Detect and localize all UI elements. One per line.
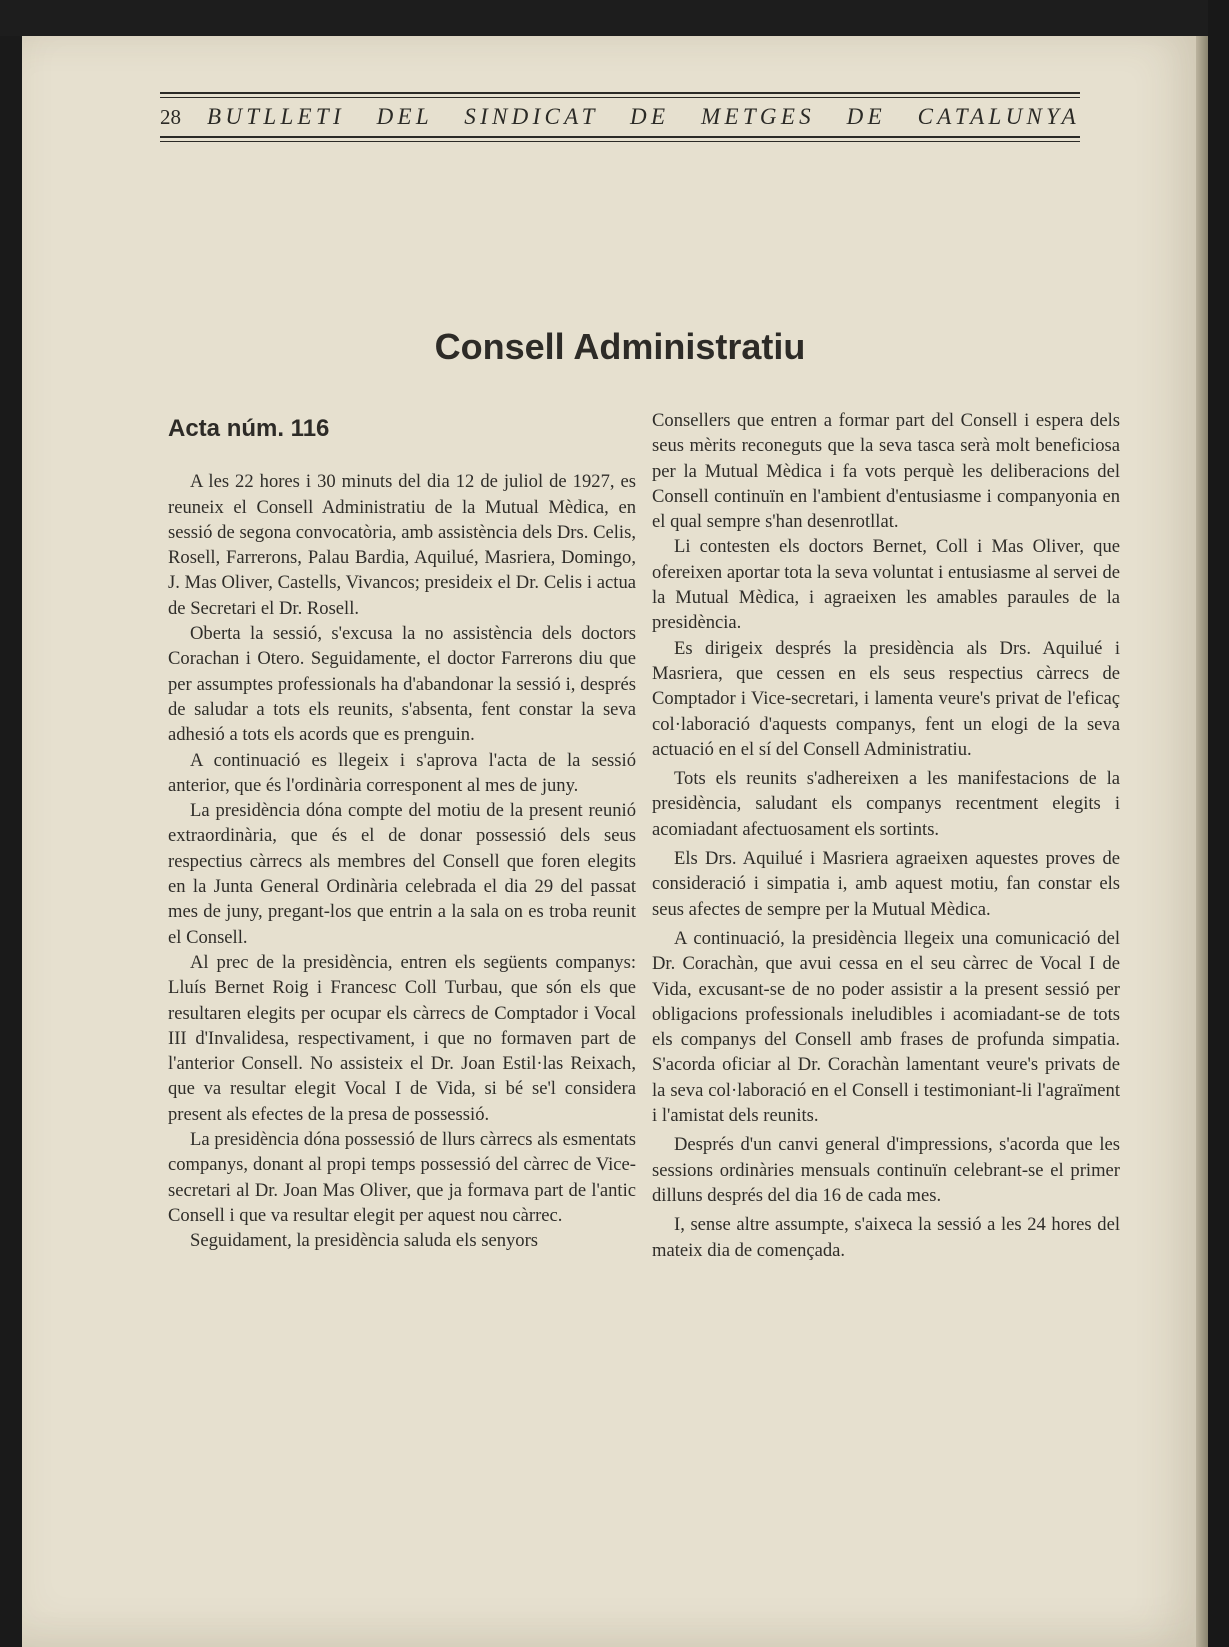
page-number: 28 [160,104,181,129]
paragraph: Es dirigeix després la presidència als Drs. Aquilué i Masriera, que cessen en els seus respectius càrrecs de Comptador i Vice-secretari, i lamenta veure's privat de l'eficaç col·laboració d'aquests companys, fent un elogi de la seva actuació en el sí del Consell Administratiu. [652,637,1120,760]
paragraph: Consellers que entren a formar part del Consell i espera dels seus mèrits reconeguts que la seva tasca serà molt beneficiosa per la Mutual Mèdica i fa vots perquè les deliberacions del Consell continuïn en l'ambient d'entusiasme i companyonia en el qual sempre s'han desenrotllat. [652,410,1120,533]
header-line [160,102,1080,132]
scan-right-border [1208,0,1229,1647]
paragraph: La presidència dóna compte del motiu de la present reunió extraordinària, que és el de donar possessió dels seus respectius càrrecs als membres del Consell que foren elegits en la Junta General Ordinària celebrada el dia 29 del passat mes de juny, pregant-los que entrin a la sala on es troba reunit el Consell. [168,800,636,948]
paragraph: I, sense altre assumpte, s'aixeca la sessió a les 24 hores del mateix dia de començada. [652,1214,1120,1261]
scan-top-border [0,0,1229,36]
page-binding-edge [1196,36,1208,1647]
paragraph: Oberta la sessió, s'excusa la no assistència dels doctors Corachan i Otero. Seguidamente, el doctor Farrerons diu que per assumptes professionals ha d'abandonar la sessió i, després de saludar a tots els reunits, s'absenta, fent constar la seva adhesió a tots els acords que es prenguin. [168,623,636,746]
header-rule-bottom [160,136,1080,138]
header-rule-top-thin [160,97,1080,98]
paragraph: Tots els reunits s'adhereixen a les manifestacions de la presidència, saludant els companys recentment elegits i acomiadant afectuosament els sortints. [652,768,1120,840]
paragraph: Li contesten els doctors Bernet, Coll i Mas Oliver, que ofereixen aportar tota la seva voluntat i entusiasme al servei de la Mutual Mèdica, i agraeixen les amables paraules de la presidència. [652,536,1120,634]
paragraph: La presidència dóna possessió de llurs càrrecs als esmentats companys, donant al propi temps possessió del càrrec de Vice-secretari al Dr. Joan Mas Oliver, que ja formava part de l'antic Consell i que va resultar elegit per aquest nou càrrec. [168,1129,636,1226]
paragraph: Al prec de la presidència, entren els següents companys: Lluís Bernet Roig i Francesc Coll Turbau, que són els que resultaren elegits per ocupar els càrrecs de Comptador i Vocal III d'Invalidesa, respectivament, i que no formaven part de l'anterior Consell. No assisteix el Dr. Joan Estil·las Reixach, que va resultar elegit Vocal I de Vida, si bé se'l considera present als efectes de la presa de possessió. [168,951,636,1125]
paragraph: Seguidament, la presidència saluda els senyors [190,1230,539,1252]
paragraph: A continuació es llegeix i s'aprova l'acta de la sessió anterior, que és l'ordinària corresponent al mes de juny. [168,749,636,796]
article-title: Consell Administratiu [434,326,806,367]
minutes-number-heading: Acta núm. 116 [168,415,330,442]
right-column [652,408,1120,1263]
paragraph: A continuació, la presidència llegeix una comunicació del Dr. Corachàn, que avui cessa en el seu càrrec de Vocal I de Vida, excusant-se de no poder assistir a la present sessió per obligacions professionals ineludibles i acomiadant-se de tots els companys del Consell amb frases de profunda simpatia. S'acorda oficiar al Dr. Corachàn lamentant veure's privats de la seva col·laboració en el Consell i testimoniant-li l'agraïment i l'amistat dels reunits. [652,927,1120,1127]
running-header [160,92,1080,150]
paragraph: Els Drs. Aquilué i Masriera agraeixen aquestes proves de consideració i simpatia i, amb aquest motiu, fan constar els seus afectes de sempre per la Mutual Mèdica. [652,848,1120,920]
header-rule-top [160,92,1080,94]
paragraph: A les 22 hores i 30 minuts del dia 12 de juliol de 1927, es reuneix el Consell Administratiu de la Mutual Mèdica, en sessió de segona convocatòria, amb assistència dels Drs. Celis, Rosell, Farrerons, Palau Bardia, Aquilué, Masriera, Domingo, J. Mas Oliver, Castells, Vivancos; presideix el Dr. Celis i actua de Secretari el Dr. Rosell. [168,471,636,619]
left-column [168,408,636,1254]
journal-title: BUTLLETI DEL SINDICAT DE METGES DE CATALUNYA [207,104,1080,129]
paragraph: Després d'un canvi general d'impressions, s'acorda que les sessions ordinàries mensuals continuïn celebrant-se el primer dilluns després del dia 16 de cada mes. [652,1134,1120,1206]
header-rule-bottom-thin [160,141,1080,142]
